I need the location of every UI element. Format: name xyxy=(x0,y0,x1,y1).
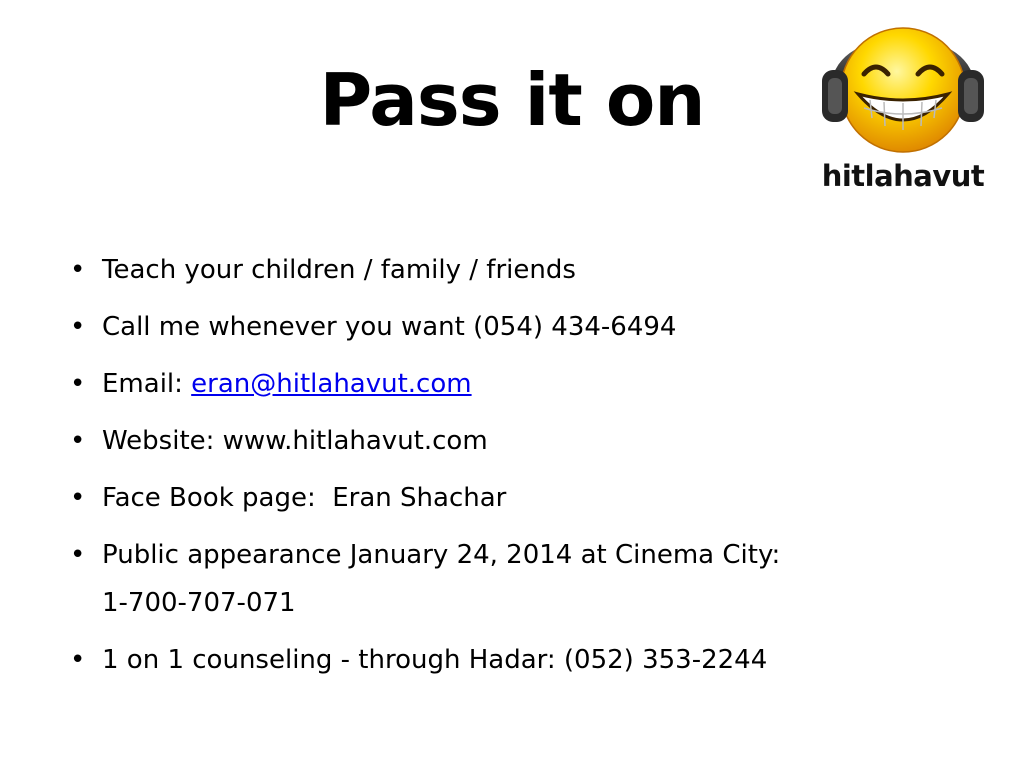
bullet-text: Face Book page: Eran Shachar xyxy=(102,483,507,513)
bullet-text: Teach your children / family / friends xyxy=(102,255,576,285)
list-item xyxy=(70,303,970,351)
logo-wordmark: hitlahavut xyxy=(821,159,985,193)
bullet-text: Call me whenever you want (054) 434-6494 xyxy=(102,312,677,342)
bullet-dot: • xyxy=(70,540,86,570)
bullet-dot: • xyxy=(70,645,86,675)
list-item xyxy=(70,246,970,294)
email-link[interactable]: eran@hitlahavut.com xyxy=(191,369,472,399)
email-label: Email: xyxy=(102,369,192,399)
bullet-text-line1: Public appearance January 24, 2014 at Cinema City: xyxy=(102,540,781,570)
bullet-dot: • xyxy=(70,369,86,399)
bullet-text: 1 on 1 counseling - through Hadar: (052) 353-2244 xyxy=(102,645,768,675)
list-item xyxy=(70,417,970,465)
bullet-dot: • xyxy=(70,426,86,456)
smiley-with-headphones-icon xyxy=(808,8,998,168)
bullet-dot: • xyxy=(70,483,86,513)
list-item xyxy=(70,474,970,522)
bullet-dot: • xyxy=(70,312,86,342)
list-item xyxy=(70,360,970,408)
list-item xyxy=(70,636,970,684)
bullet-text: Website: www.hitlahavut.com xyxy=(102,426,488,456)
hitlahavut-logo xyxy=(808,8,998,198)
bullet-list xyxy=(70,246,970,693)
bullet-dot: • xyxy=(70,255,86,285)
bullet-text-line2: 1-700-707-071 xyxy=(102,588,296,618)
slide-title: Pass it on xyxy=(319,58,705,142)
list-item xyxy=(70,531,970,627)
